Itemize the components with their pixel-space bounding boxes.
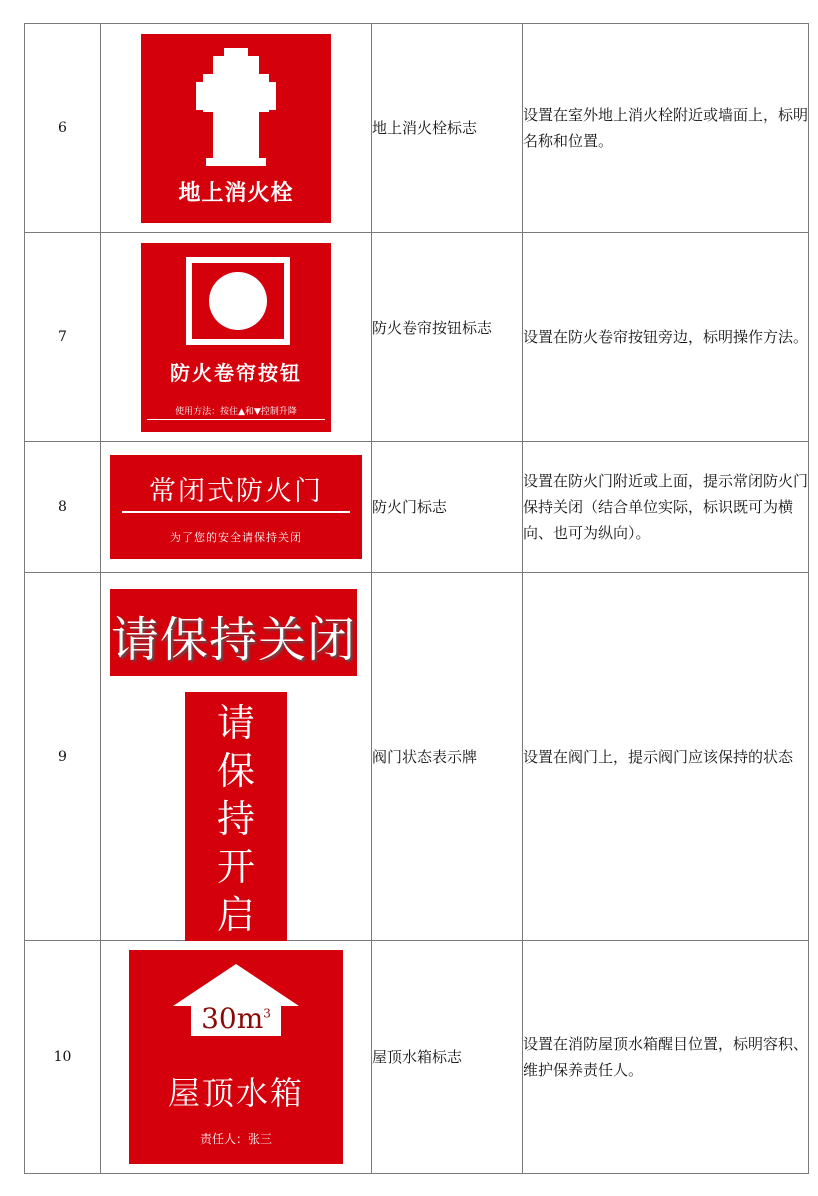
vertical-char: 开: [216, 845, 255, 889]
keep-closed-sign: [110, 589, 357, 676]
sign-image-cell: [101, 573, 372, 941]
sign-name-text: 防火卷帘按钮标志: [372, 319, 493, 337]
sign-image-cell: [101, 24, 372, 233]
divider: [122, 511, 350, 513]
sign-name: [372, 233, 523, 442]
sign-subtitle: 为了您的安全请保持关闭: [170, 531, 302, 544]
sign-name: 阀门状态表示牌: [372, 573, 523, 941]
vertical-char: 持: [216, 797, 255, 841]
sign-name: 屋顶水箱标志: [372, 941, 523, 1174]
table-row: [25, 941, 809, 1174]
sign-label: 地上消火栓: [178, 180, 294, 206]
sign-table: [24, 23, 809, 1174]
sign-horizontal-text: 请保持关闭: [110, 612, 356, 668]
vertical-char: 保: [216, 749, 255, 793]
shutter-button-sign: [141, 243, 331, 432]
capacity-unit-exponent: 3: [263, 1006, 271, 1021]
sign-description: 设置在室外地上消火栓附近或墙面上，标明名称和位置。: [523, 24, 809, 233]
capacity-value: 30m: [201, 1002, 264, 1035]
vertical-char: 请: [216, 701, 255, 745]
sign-description: 设置在消防屋顶水箱醒目位置，标明容积、维护保养责任人。: [523, 941, 809, 1174]
row-number: 8: [25, 442, 101, 573]
sign-name: 地上消火栓标志: [372, 24, 523, 233]
sign-description: 设置在防火卷帘按钮旁边，标明操作方法。: [523, 233, 809, 442]
table-row: [25, 24, 809, 233]
sign-subtitle: 使用方法：按住▲和▼控制升降: [147, 404, 325, 420]
vertical-char: 启: [216, 893, 255, 937]
sign-name: 防火门标志: [372, 442, 523, 573]
hydrant-sign: [141, 34, 331, 223]
row-number: 7: [25, 233, 101, 442]
sign-subtitle: 责任人：张三: [199, 1132, 272, 1146]
sign-title: 常闭式防火门: [149, 476, 323, 507]
row-number: 10: [25, 941, 101, 1174]
table-row: [25, 233, 809, 442]
fire-door-sign: [110, 455, 362, 559]
capacity-label: [129, 1002, 343, 1035]
table-row: [25, 573, 809, 941]
sign-image-cell: [101, 233, 372, 442]
sign-title: 屋顶水箱: [167, 1074, 304, 1112]
fire-hydrant-icon: [141, 34, 331, 174]
sign-description: 设置在阀门上，提示阀门应该保持的状态: [523, 573, 809, 941]
sign-title: 防火卷帘按钮: [170, 360, 302, 385]
sign-image-cell: [101, 442, 372, 573]
button-icon: [186, 257, 290, 345]
row-number: 9: [25, 573, 101, 941]
keep-open-sign: [185, 692, 287, 941]
table-row: [25, 442, 809, 573]
row-number: 6: [25, 24, 101, 233]
sign-description: 设置在防火门附近或上面，提示常闭防火门保持关闭（结合单位实际，标识既可为横向、也可为纵向）。: [523, 442, 809, 573]
water-tank-sign: [129, 950, 343, 1164]
sign-image-cell: [101, 941, 372, 1174]
